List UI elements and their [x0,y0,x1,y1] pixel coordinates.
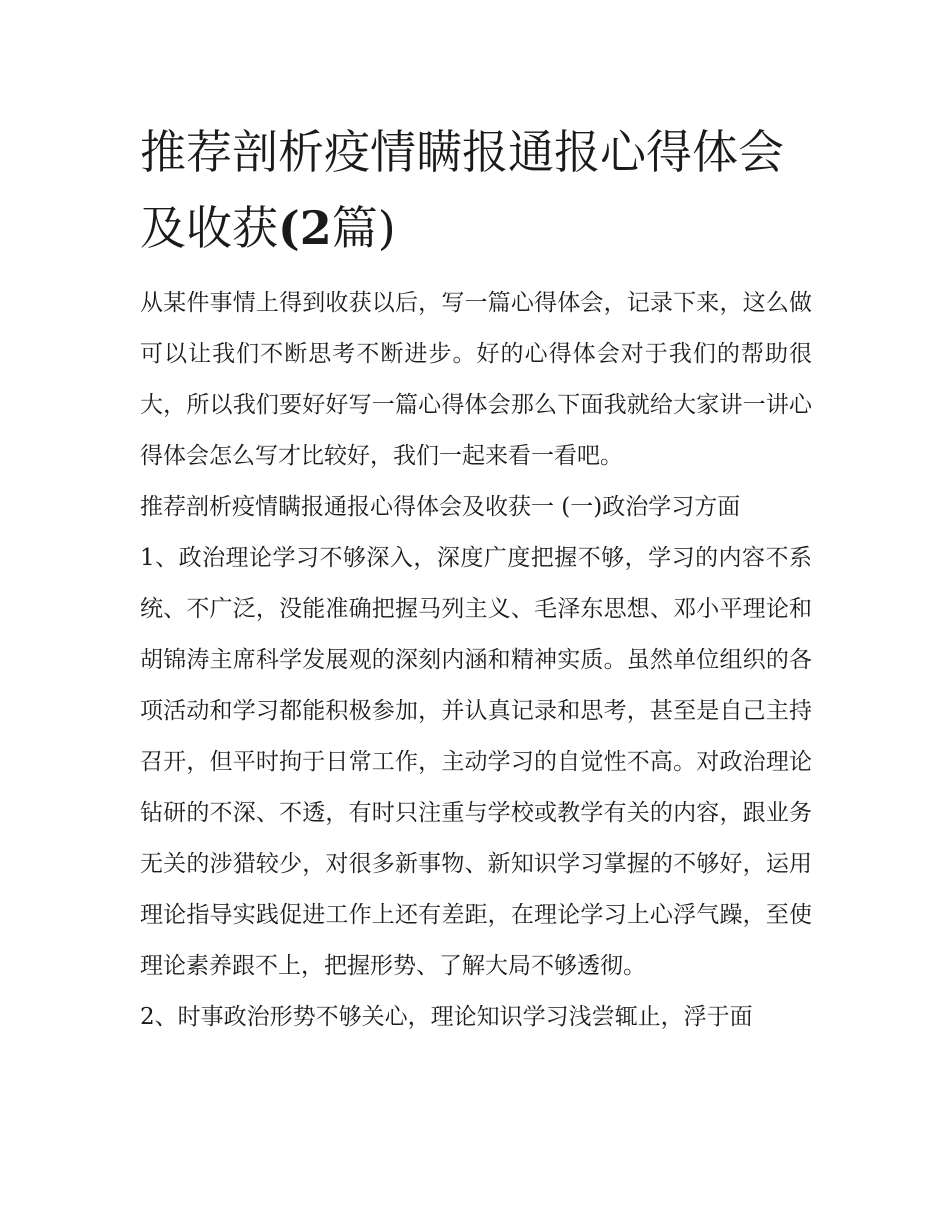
intro-paragraph: 从某件事情上得到收获以后，写一篇心得体会，记录下来，这么做可以让我们不断思考不断进步。好的心得体会对于我们的帮助很大，所以我们要好好写一篇心得体会那么下面我就给大家讲一讲心得体会怎么写才比较好，我们一起来看一看吧。 [140,290,812,469]
point-1-paragraph: 1、政治理论学习不够深入，深度广度把握不够，学习的内容不系统、不广泛，没能准确把握马列主义、毛泽东思想、邓小平理论和胡锦涛主席科学发展观的深刻内涵和精神实质。虽然单位组织的各项活动和学习都能积极参加，并认真记录和思考，甚至是自己主持召开，但平时拘于日常工作，主动学习的自觉性不高。对政治理论钻研的不深、不透，有时只注重与学校或教学有关的内容，跟业务无关的涉猎较少，对很多新事物、新知识学习掌握的不够好，运用理论指导实践促进工作上还有差距，在理论学习上心浮气躁，至使理论素养跟不上，把握形势、了解大局不够透彻。 [140,545,812,979]
title-text: 推荐剖析疫情瞒报通报心得体会及收获 [140,125,784,255]
document-title [140,114,820,266]
title-count: (2 [278,201,332,255]
point-2-paragraph: 2、时事政治形势不够关心，理论知识学习浅尝辄止，浮于面 [140,1004,753,1030]
title-suffix: 篇) [331,201,396,255]
section-heading: 推荐剖析疫情瞒报通报心得体会及收获一 (一)政治学习方面 [140,494,741,520]
document-body [140,278,812,1043]
